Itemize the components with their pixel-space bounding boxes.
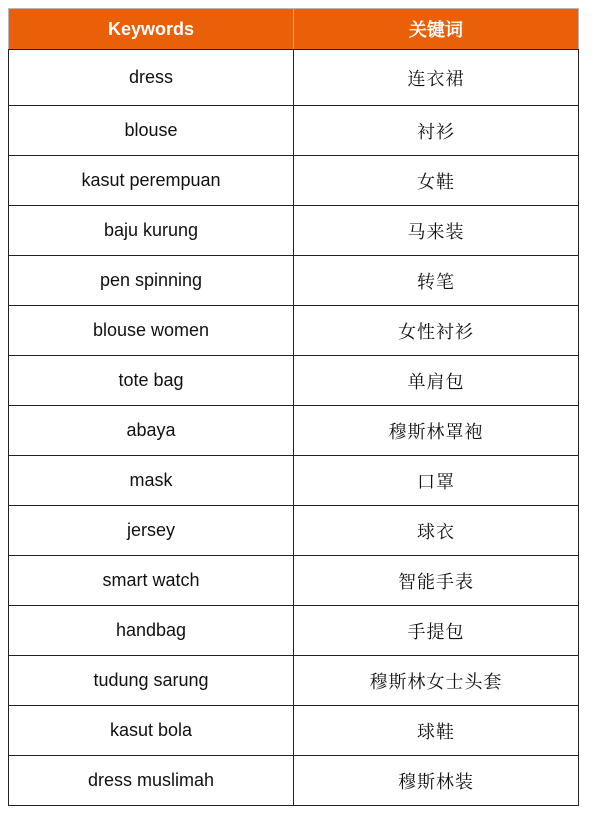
keyword-chinese: 连衣裙 bbox=[294, 50, 579, 106]
header-keywords: Keywords bbox=[9, 9, 294, 50]
table-row bbox=[9, 356, 579, 406]
keyword-english: dress muslimah bbox=[9, 756, 294, 806]
table-row bbox=[9, 556, 579, 606]
table-row bbox=[9, 456, 579, 506]
table-row bbox=[9, 756, 579, 806]
keyword-english: tudung sarung bbox=[9, 656, 294, 706]
keyword-english: tote bag bbox=[9, 356, 294, 406]
table-row bbox=[9, 706, 579, 756]
keywords-table bbox=[8, 8, 579, 806]
keyword-english: dress bbox=[9, 50, 294, 106]
keyword-chinese: 衬衫 bbox=[294, 106, 579, 156]
keyword-english: kasut perempuan bbox=[9, 156, 294, 206]
table-row bbox=[9, 50, 579, 106]
keyword-chinese: 智能手表 bbox=[294, 556, 579, 606]
keyword-english: handbag bbox=[9, 606, 294, 656]
table-row bbox=[9, 106, 579, 156]
table-row bbox=[9, 256, 579, 306]
header-chinese-keywords: 关键词 bbox=[294, 9, 579, 50]
table-row bbox=[9, 606, 579, 656]
keyword-english: baju kurung bbox=[9, 206, 294, 256]
keyword-english: jersey bbox=[9, 506, 294, 556]
keyword-chinese: 转笔 bbox=[294, 256, 579, 306]
table-row bbox=[9, 156, 579, 206]
keyword-chinese: 口罩 bbox=[294, 456, 579, 506]
keyword-english: blouse bbox=[9, 106, 294, 156]
table-row bbox=[9, 506, 579, 556]
table-row bbox=[9, 406, 579, 456]
keyword-english: abaya bbox=[9, 406, 294, 456]
table-row bbox=[9, 656, 579, 706]
keyword-chinese: 马来装 bbox=[294, 206, 579, 256]
keyword-chinese: 球鞋 bbox=[294, 706, 579, 756]
keyword-chinese: 单肩包 bbox=[294, 356, 579, 406]
keyword-chinese: 手提包 bbox=[294, 606, 579, 656]
keyword-chinese: 穆斯林罩袍 bbox=[294, 406, 579, 456]
keyword-english: kasut bola bbox=[9, 706, 294, 756]
keyword-chinese: 球衣 bbox=[294, 506, 579, 556]
keyword-chinese: 女性衬衫 bbox=[294, 306, 579, 356]
table-row bbox=[9, 306, 579, 356]
keyword-english: pen spinning bbox=[9, 256, 294, 306]
keyword-english: smart watch bbox=[9, 556, 294, 606]
table-header-row bbox=[9, 9, 579, 50]
keyword-english: blouse women bbox=[9, 306, 294, 356]
table-row bbox=[9, 206, 579, 256]
keyword-chinese: 女鞋 bbox=[294, 156, 579, 206]
keyword-english: mask bbox=[9, 456, 294, 506]
keyword-chinese: 穆斯林女士头套 bbox=[294, 656, 579, 706]
keyword-chinese: 穆斯林装 bbox=[294, 756, 579, 806]
